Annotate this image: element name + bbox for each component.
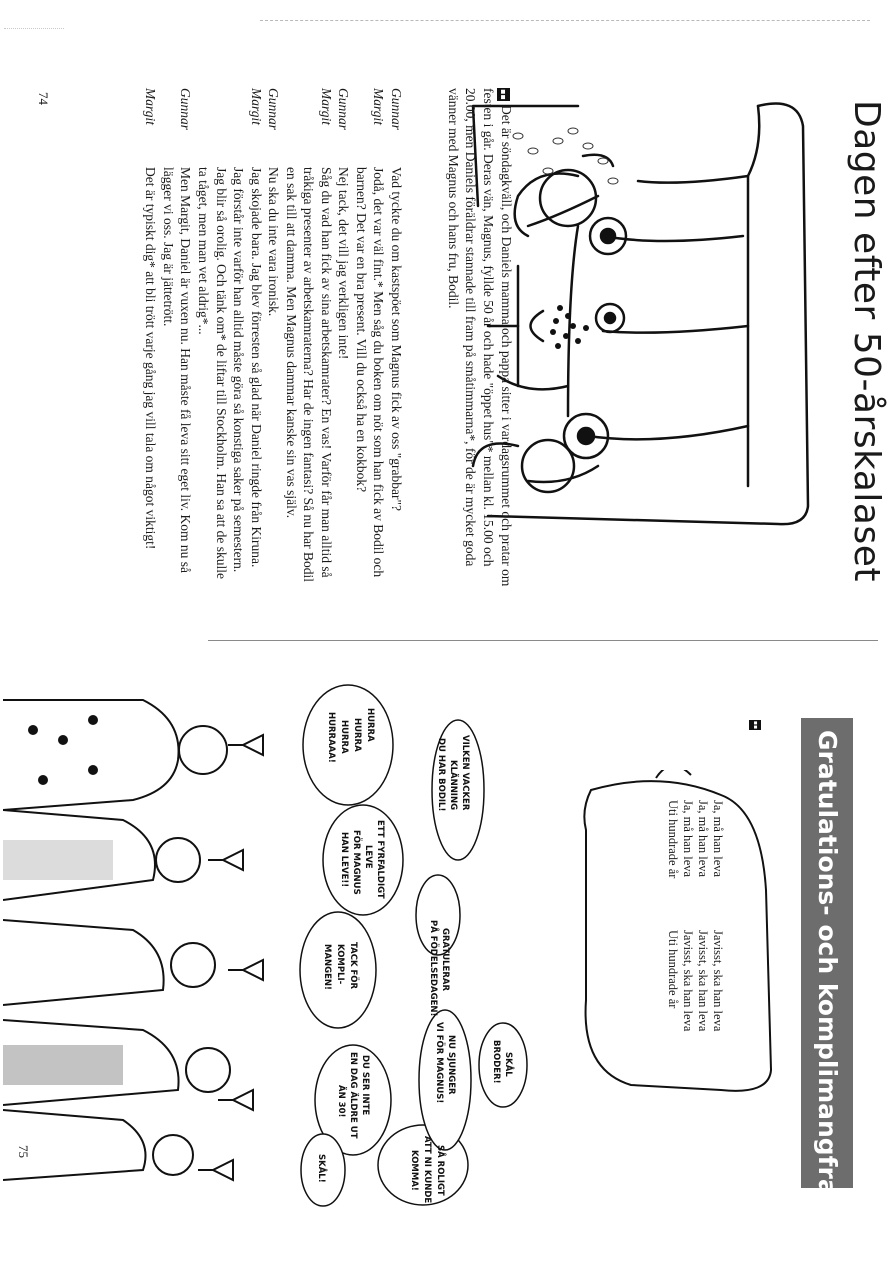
page-number: 74 xyxy=(36,92,51,105)
page-title: Dagen efter 50-årskalaset xyxy=(846,100,887,583)
song-verse-left xyxy=(665,800,725,878)
bubble-text: KLÄNNING xyxy=(448,760,458,811)
bubble-text: HURRA xyxy=(365,708,375,742)
bubble-text: DU HAR BODIL! xyxy=(436,738,446,812)
bubble-text: HAN LEVE!! xyxy=(339,832,349,888)
bubble-text: EN DAG ÄLDRE UT xyxy=(348,1052,358,1139)
page-title: Gratulations- och komplimangfraser xyxy=(801,718,853,1188)
cd-audio-icon: ▪▪ xyxy=(749,720,761,730)
bubble-text: FÖR MAGNUS xyxy=(351,830,361,895)
song-line: Javisst, ska han leva xyxy=(696,930,710,1032)
song-line: Javisst, ska han leva xyxy=(711,930,725,1032)
bubble-text: SKÅL xyxy=(503,1052,513,1077)
song-verse-right xyxy=(665,930,725,1031)
bubble-text: HURRAAA! xyxy=(326,712,336,763)
song-line: Uti hundrade år xyxy=(666,930,680,1009)
dialogue-line xyxy=(387,88,405,588)
page-75 xyxy=(0,640,893,1263)
song-line: Ja, må han leva xyxy=(696,800,710,878)
bubble-text: VI FÖR MAGNUS! xyxy=(434,1022,444,1104)
dialogue-line xyxy=(335,88,353,588)
speech-text: Nu ska du inte vara ironisk. xyxy=(266,167,282,317)
party-illustration xyxy=(3,660,563,1220)
song-line: Uti hundrade år xyxy=(666,800,680,879)
song-line: Ja, må han leva xyxy=(681,800,695,878)
bubble-tack xyxy=(322,942,359,990)
bubble-text: HURRA xyxy=(352,718,362,752)
speech-text: Nej tack, det vill jag verkligen inte! xyxy=(336,167,352,360)
speaker-name: Gunnar xyxy=(178,88,194,131)
bubble-text: HURRA xyxy=(339,720,349,754)
speech-text: Jodå, det var väl fint.* Men såg du boken om nöt som han fick av Bodil och barnen? Det var en bra present. Vill du också ha en kokbok? xyxy=(353,167,387,578)
bubble-text: NU SJUNGER xyxy=(446,1035,456,1095)
bubble-text: GRATULERAR xyxy=(440,928,450,992)
intro-text: Det är söndagkväll, och Daniels mamma och pappa sitter i vardagsrummet och pratar om festen i går. Deras vän, Magnus, fyllde 50 år och hade "öppet hus"* mellan kl. 15.00 och 20.00, men Daniels föräldrar stannade till fram på småtimmarna*, för de är mycket goda vänner med Magnus och hans fru, Bodil. xyxy=(445,88,514,587)
bubble-skal xyxy=(316,1154,327,1183)
dialogue xyxy=(142,88,405,588)
bubble-text: VILKEN VACKER xyxy=(460,735,470,811)
cd-audio-icon: ▪▪ xyxy=(499,89,508,100)
bubble-text: PÅ FÖDELSEDAGEN! xyxy=(428,920,438,1017)
bubble-text: DU SER INTE xyxy=(360,1055,370,1116)
speaker-name: Margit xyxy=(371,88,387,125)
speaker-name: Margit xyxy=(318,88,334,125)
intro-paragraph xyxy=(444,88,515,588)
bubble-text: SKÅL! xyxy=(316,1154,326,1183)
speaker-name: Margit xyxy=(143,88,159,125)
speaker-name: Margit xyxy=(248,88,264,125)
bubble-text: MANGEN! xyxy=(322,944,332,990)
dialogue-line xyxy=(282,88,335,588)
bubble-text: KOMMA! xyxy=(409,1150,419,1191)
dialogue-line xyxy=(142,88,160,588)
speaker-name: Gunnar xyxy=(336,88,352,131)
bubble-text: ÄN 30! xyxy=(336,1085,346,1118)
speech-text: Vad tyckte du om kastspöet som Magnus fick av oss "grabbar"? xyxy=(389,167,404,511)
speech-text: Jag skojade bara. Jag blev förresten så glad när Daniel ringde från Kiruna. Jag förstår inte varför han alltid måste göra så konstiga saker på semestern. Jag blir så orolig. Och tänk om* de liftar till Stockholm. Han sa att de skulle ta tåget, men man vet aldrig*... xyxy=(195,167,264,580)
bubble-text: ATT NI KUNDE xyxy=(422,1136,432,1204)
dialogue-line xyxy=(194,88,264,588)
bubble-text: SÅ ROLIGT xyxy=(435,1145,445,1196)
speaker-name: Gunnar xyxy=(266,88,282,131)
page-number: 75 xyxy=(16,1145,31,1158)
speaker-name: Gunnar xyxy=(389,88,404,131)
speech-text: Såg du vad han fick av sina arbetskamrater? En vas! Varför får man alltid så tråkiga presenter av arbetskamraterna? Har de ingen fantasi? Så nu har Bodil en sak till att damma. Men Magnus dammar kanske sin vas själv. xyxy=(283,167,334,582)
song-line: Javisst, ska han leva xyxy=(681,930,695,1032)
bubble-text: LEVE xyxy=(363,845,373,869)
dialogue-line xyxy=(265,88,283,588)
speech-text: Det är typiskt dig* att bli trött varje gång jag vill tala om något viktigt! xyxy=(143,167,159,550)
dialogue-line xyxy=(159,88,194,588)
song-line: Ja, må han leva xyxy=(711,800,725,878)
dialogue-line xyxy=(352,88,387,588)
speech-text: Men Margit, Daniel är vuxen nu. Han måste få leva sitt eget liv. Kom nu så lägger vi oss. Jag är jättetrött. xyxy=(160,167,194,574)
bubble-text: TACK FÖR xyxy=(348,942,358,990)
page-74 xyxy=(0,0,893,628)
bubble-text: KOMPLI- xyxy=(335,944,345,985)
bubble-text: BRODER! xyxy=(491,1040,501,1084)
bubble-text: ETT FYRFALDIGT xyxy=(375,820,385,899)
